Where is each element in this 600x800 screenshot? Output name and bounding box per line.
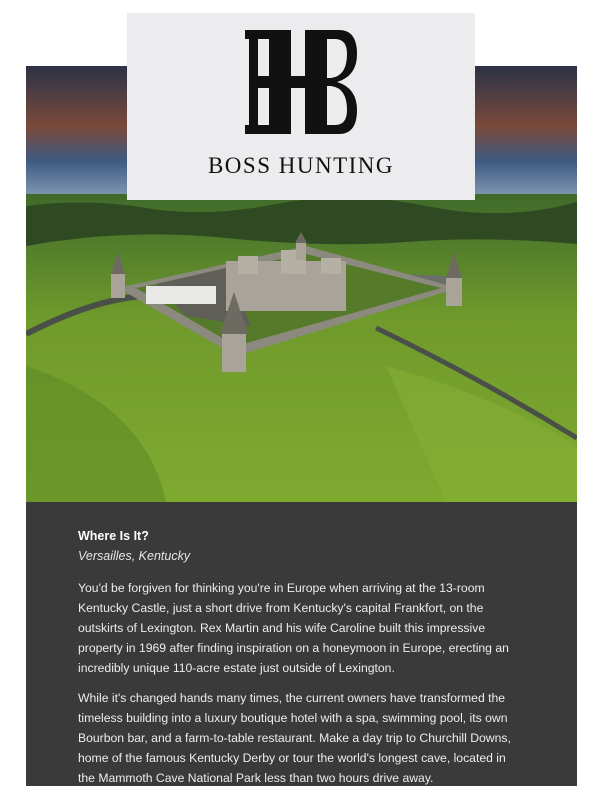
location-subheading: Versailles, Kentucky [78,549,191,563]
article-paragraph-1: You'd be forgiven for thinking you're in Europe when arriving at the 13-room Kentucky Castle, just a short drive from Kentucky's capital Frankfort, on the outskirts of Lexington. Rex Martin and his wife Caroline built this impressive property in 1969 after finding inspiration on a honeymoon in Europe, erecting an incredibly unique 110-acre estate just outside of Lexington. [78,581,509,675]
article-content [26,502,577,786]
brand-header[interactable] [127,13,475,200]
section-heading: Where Is It? [78,529,149,543]
brand-name: BOSS HUNTING [207,153,395,178]
article-paragraph-2: While it's changed hands many times, the current owners have transformed the timeless building into a luxury boutique hotel with a spa, swimming pool, its own Bourbon bar, and a farm-to-table restaurant. Make a day trip to Churchill Downs, home of the famous Kentucky Derby or tour the world's longest cave, located in the Mammoth Cave National Park less than two hours drive away. [78,691,511,785]
bh-monogram-icon [245,30,357,139]
